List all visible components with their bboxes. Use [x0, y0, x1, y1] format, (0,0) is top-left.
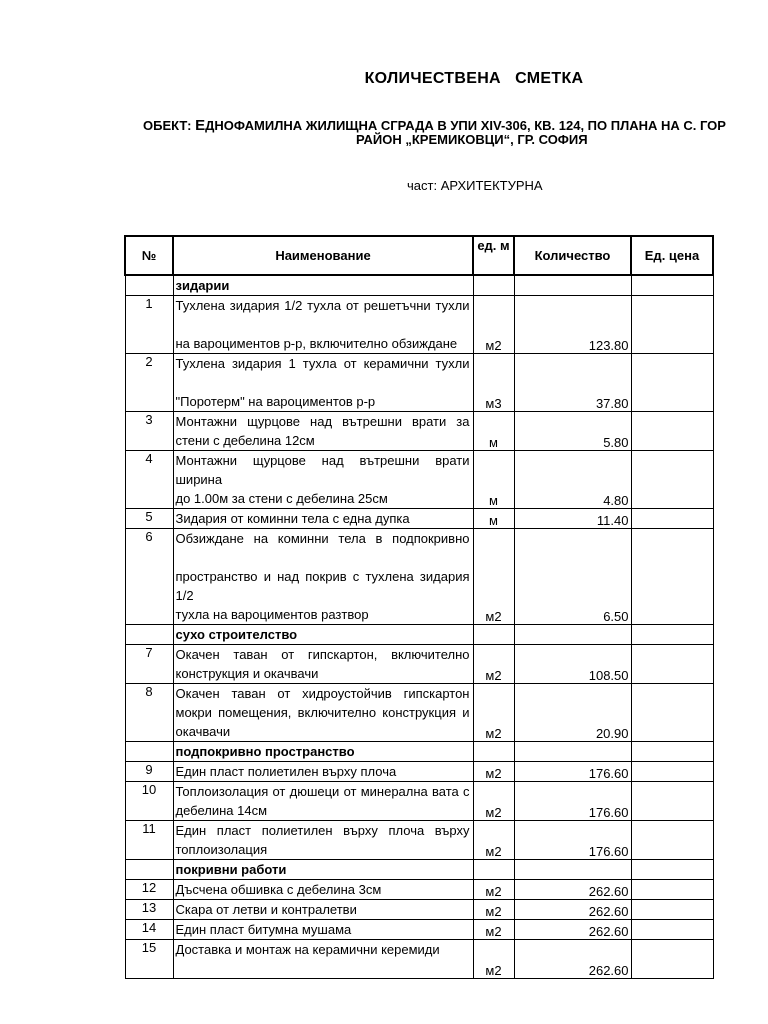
cell-unit: м2	[473, 880, 514, 900]
table-row	[125, 645, 713, 684]
table-row	[125, 684, 713, 742]
quantity-table	[124, 235, 714, 979]
name-line: Дъсчена обшивка с дебелина 3см	[175, 882, 382, 897]
cell-price	[631, 625, 713, 645]
cell-no: 11	[125, 821, 173, 860]
cell-unit	[473, 742, 514, 762]
cell-no: 3	[125, 412, 173, 451]
table-row	[125, 762, 713, 782]
header-qty: Количество	[514, 236, 631, 275]
cell-qty: 11.40	[514, 509, 631, 529]
cell-qty: 6.50	[514, 529, 631, 625]
name-line: Окачен таван от гипскартон, включително	[175, 647, 470, 662]
table-row	[125, 529, 713, 625]
cell-qty	[514, 625, 631, 645]
cell-unit: м3	[473, 354, 514, 412]
cell-unit	[473, 625, 514, 645]
cell-price	[631, 412, 713, 451]
object-line-2: РАЙОН „КРЕМИКОВЦИ“, ГР. СОФИЯ	[356, 132, 588, 147]
cell-name	[173, 782, 473, 821]
cell-unit: м	[473, 451, 514, 509]
section-title	[173, 742, 473, 762]
cell-no: 5	[125, 509, 173, 529]
name-line: топлоизолация	[175, 842, 268, 857]
name-line: Зидария от коминни тела с една дупка	[175, 511, 410, 526]
name-line: окачвачи	[175, 724, 231, 739]
cell-price	[631, 451, 713, 509]
table-row	[125, 296, 713, 354]
cell-unit: м2	[473, 940, 514, 979]
name-line: до 1.00м за стени с дебелина 25см	[175, 491, 388, 506]
cell-price	[631, 742, 713, 762]
cell-name	[173, 529, 473, 625]
cell-unit: м2	[473, 529, 514, 625]
name-line: Един пласт полиетилен върху плоча върху	[175, 823, 470, 838]
cell-qty: 4.80	[514, 451, 631, 509]
cell-price	[631, 509, 713, 529]
table-header-row	[125, 236, 713, 275]
cell-price	[631, 900, 713, 920]
section-title	[173, 625, 473, 645]
name-line: тухла на вароциментов разтвор	[175, 607, 369, 622]
section-row	[125, 860, 713, 880]
name-line: Един пласт полиетилен върху плоча	[175, 764, 397, 779]
cell-qty	[514, 860, 631, 880]
cell-name	[173, 645, 473, 684]
name-line: на вароциментов р-р, включително обзиждане	[175, 336, 458, 351]
name-line: Монтажни щурцове над вътрешни врати за	[175, 414, 470, 429]
cell-name	[173, 354, 473, 412]
cell-price	[631, 645, 713, 684]
cell-qty: 262.60	[514, 880, 631, 900]
name-line: Тухлена зидария 1 тухла от керамични тухли	[175, 356, 470, 371]
cell-qty: 123.80	[514, 296, 631, 354]
section-row	[125, 742, 713, 762]
cell-unit: м2	[473, 821, 514, 860]
cell-price	[631, 782, 713, 821]
cell-unit: м	[473, 509, 514, 529]
name-line	[176, 373, 470, 392]
cell-qty	[514, 742, 631, 762]
name-line	[176, 548, 470, 567]
cell-price	[631, 880, 713, 900]
name-line: Топлоизолация от дюшеци от минерална вата с	[175, 784, 470, 799]
cell-qty: 5.80	[514, 412, 631, 451]
cell-name	[173, 412, 473, 451]
cell-no: 9	[125, 762, 173, 782]
cell-qty	[514, 275, 631, 296]
name-line: зидарии	[175, 278, 230, 293]
name-line: Окачен таван от хидроустойчив гипскартон	[175, 686, 470, 701]
cell-unit: м2	[473, 684, 514, 742]
cell-qty: 262.60	[514, 940, 631, 979]
table-row	[125, 451, 713, 509]
name-line: конструкция и окачвачи	[175, 666, 319, 681]
name-line: Един пласт битумна мушама	[175, 922, 352, 937]
name-line: подпокривно пространство	[175, 744, 355, 759]
cell-no: 2	[125, 354, 173, 412]
part-line	[407, 178, 543, 193]
part-label: част:	[407, 178, 438, 193]
object-initial: Е	[195, 117, 206, 134]
table-row	[125, 821, 713, 860]
name-line: дебелина 14см	[175, 803, 268, 818]
name-line: Доставка и монтаж на керамични керемиди	[175, 942, 440, 957]
table-row	[125, 880, 713, 900]
cell-name	[173, 821, 473, 860]
header-price: Ед. цена	[631, 236, 713, 275]
cell-unit	[473, 275, 514, 296]
name-line: "Поротерм" на вароциментов р-р	[175, 394, 376, 409]
cell-price	[631, 821, 713, 860]
header-no: №	[125, 236, 173, 275]
section-row	[125, 275, 713, 296]
object-text-1: ДНОФАМИЛНА ЖИЛИЩНА СГРАДА В УПИ XIV-306, КВ. 124, ПО ПЛАНА НА С. ГОР	[205, 118, 726, 133]
cell-price	[631, 296, 713, 354]
cell-no: 13	[125, 900, 173, 920]
cell-no: 7	[125, 645, 173, 684]
cell-no	[125, 625, 173, 645]
section-title	[173, 860, 473, 880]
cell-qty: 262.60	[514, 920, 631, 940]
name-line	[176, 315, 470, 334]
cell-qty: 37.80	[514, 354, 631, 412]
cell-qty: 176.60	[514, 782, 631, 821]
part-value: АРХИТЕКТУРНА	[440, 178, 543, 193]
name-line: сухо строителство	[175, 627, 298, 642]
cell-qty: 262.60	[514, 900, 631, 920]
cell-no	[125, 742, 173, 762]
name-line: Монтажни щурцове над вътрешни врати ширина	[175, 453, 470, 487]
cell-no: 14	[125, 920, 173, 940]
cell-no	[125, 275, 173, 296]
cell-no	[125, 860, 173, 880]
name-line: Скара от летви и контралетви	[175, 902, 357, 917]
name-line	[176, 586, 470, 605]
cell-qty: 108.50	[514, 645, 631, 684]
cell-name	[173, 762, 473, 782]
cell-unit: м	[473, 412, 514, 451]
name-line: мокри помещения, включително конструкция и	[175, 705, 470, 720]
cell-qty: 176.60	[514, 821, 631, 860]
header-name: Наименование	[173, 236, 473, 275]
cell-name	[173, 451, 473, 509]
name-line: покривни работи	[175, 862, 287, 877]
cell-qty: 176.60	[514, 762, 631, 782]
cell-unit: м2	[473, 762, 514, 782]
cell-name	[173, 920, 473, 940]
cell-price	[631, 684, 713, 742]
section-row	[125, 625, 713, 645]
cell-name	[173, 940, 473, 979]
cell-unit	[473, 860, 514, 880]
cell-qty: 20.90	[514, 684, 631, 742]
cell-name	[173, 296, 473, 354]
document-title: КОЛИЧЕСТВЕНА СМЕТКА	[364, 70, 584, 87]
table-row	[125, 940, 713, 979]
table-row	[125, 509, 713, 529]
cell-no: 1	[125, 296, 173, 354]
section-title	[173, 275, 473, 296]
cell-price	[631, 762, 713, 782]
cell-price	[631, 920, 713, 940]
cell-no: 6	[125, 529, 173, 625]
cell-unit: м2	[473, 782, 514, 821]
table-row	[125, 920, 713, 940]
cell-no: 12	[125, 880, 173, 900]
cell-unit: м2	[473, 296, 514, 354]
cell-no: 8	[125, 684, 173, 742]
cell-name	[173, 880, 473, 900]
cell-price	[631, 860, 713, 880]
cell-unit: м2	[473, 900, 514, 920]
name-line: стени с дебелина 12см	[175, 433, 315, 448]
table-row	[125, 354, 713, 412]
cell-price	[631, 940, 713, 979]
cell-name	[173, 509, 473, 529]
table-row	[125, 412, 713, 451]
table-row	[125, 900, 713, 920]
object-label: ОБЕКТ:	[143, 118, 192, 133]
cell-unit: м2	[473, 645, 514, 684]
cell-price	[631, 529, 713, 625]
table-row	[125, 782, 713, 821]
name-line: Тухлена зидария 1/2 тухла от решетъчни тухли	[175, 298, 470, 313]
cell-no: 10	[125, 782, 173, 821]
cell-no: 15	[125, 940, 173, 979]
name-line: Обзиждане на коминни тела в подпокривно	[175, 531, 470, 546]
cell-unit: м2	[473, 920, 514, 940]
cell-price	[631, 275, 713, 296]
cell-price	[631, 354, 713, 412]
header-unit: ед. м	[473, 236, 514, 275]
cell-name	[173, 684, 473, 742]
name-line: пространство и над покрив с тухлена зидария 1/2	[175, 569, 470, 603]
cell-name	[173, 900, 473, 920]
cell-no: 4	[125, 451, 173, 509]
name-line	[176, 959, 470, 978]
